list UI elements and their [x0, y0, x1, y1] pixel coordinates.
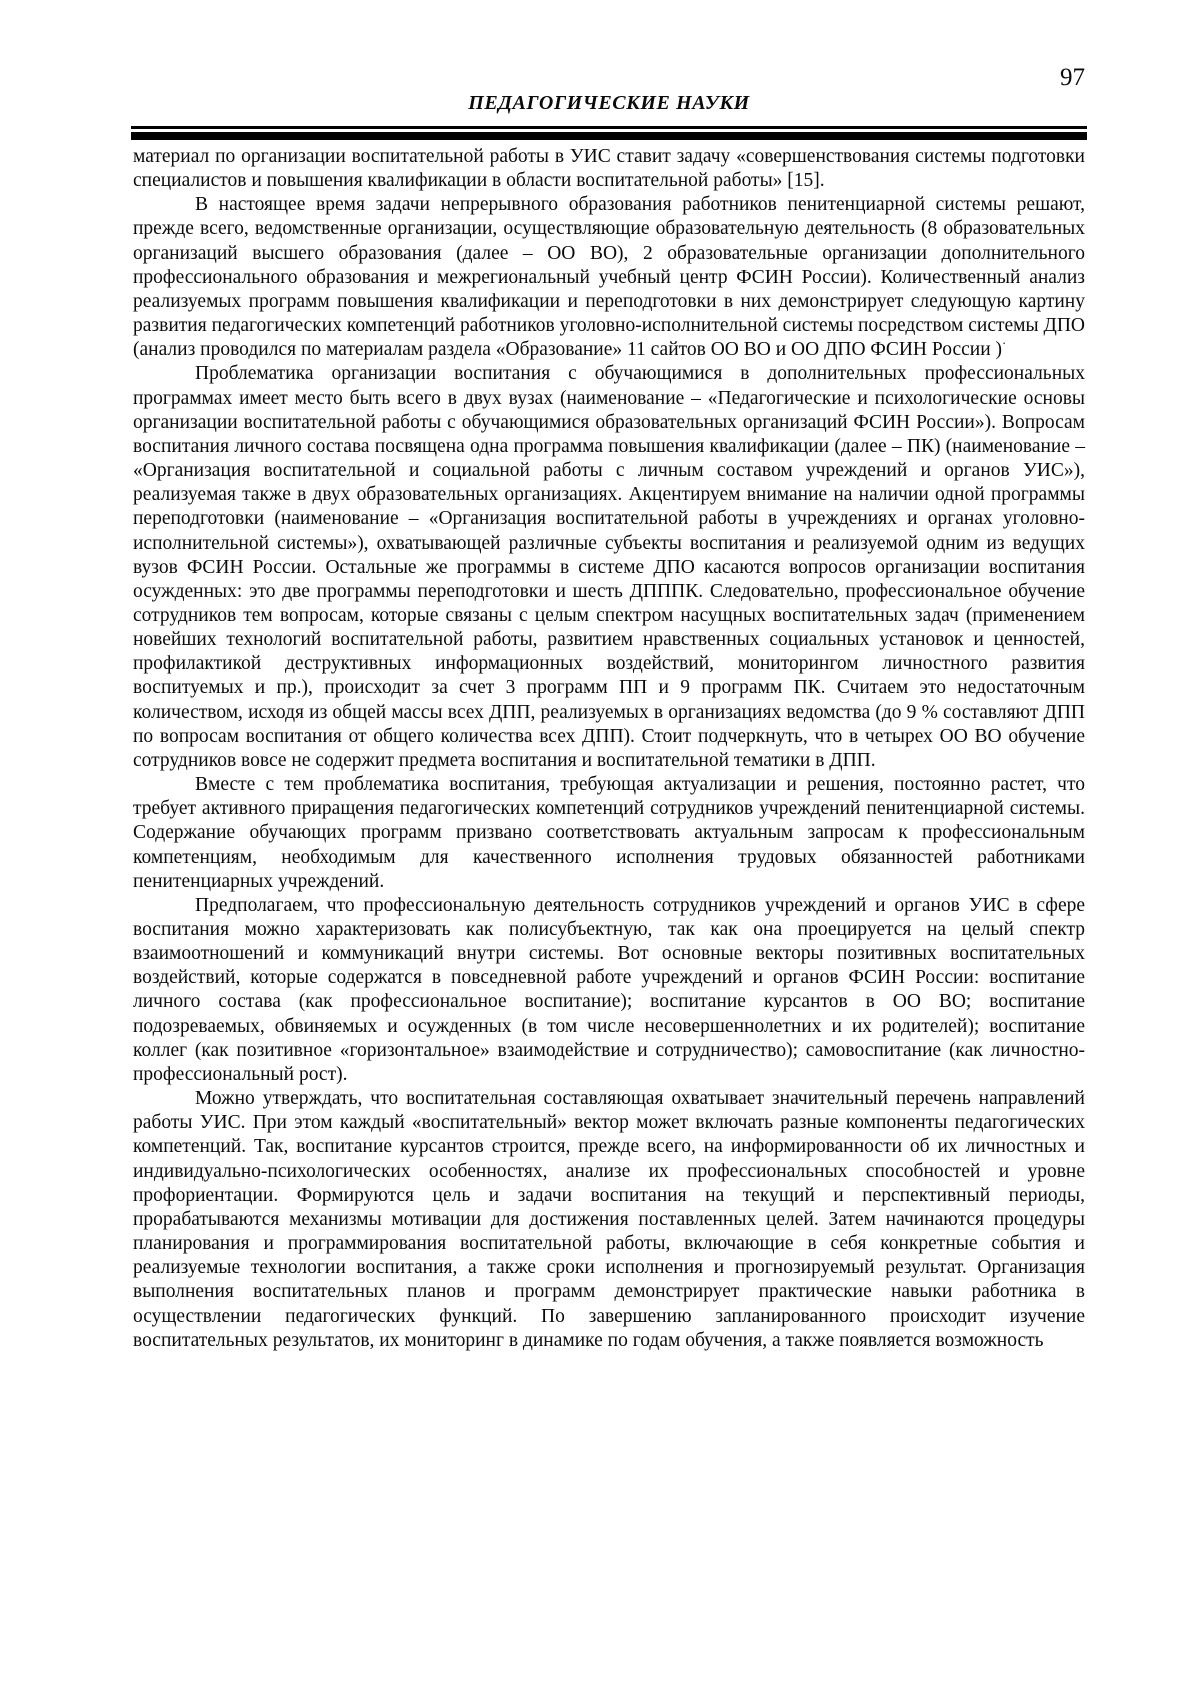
paragraph: Предполагаем, что профессиональную деятельность сотрудников учреждений и органов УИС в сфере воспитания можно характеризовать как полисубъектную, так как она проецируется на целый спектр взаимоотношений и коммуникаций внутри системы. Вот основные векторы позитивных воспитательных воздействий, которые содержатся в повседневной работе учреждений и органов ФСИН России: воспитание личного состава (как профессиональное воспитание); воспитание курсантов в ОО ВО; воспитание подозреваемых, обвиняемых и осужденных (в том числе несовершеннолетних и их родителей); воспитание коллег (как позитивное «горизонтальное» взаимодействие и сотрудничество); самовоспитание (как личностно-профессиональный рост). [133, 894, 1085, 1085]
divider-thin-line [131, 126, 1087, 129]
section-divider [131, 126, 1087, 140]
paragraph-text: В настоящее время задачи непрерывного образования работников пенитенциарной системы решают, прежде всего, ведомственные организации, осуществляющие образовательную деятельность (8 образовательных организаций высшего образования (далее – ОО ВО), 2 образовательные организации дополнительного профессионального образования и межрегиональный учебный центр ФСИН России). Количественный анализ реализуемых программ повышения квалификации и переподготовки в них демонстрирует следующую картину развития педагогических компетенций работников уголовно-исполнительной системы посредством системы ДПО (анализ проводился по материалам раздела «Образование» 11 сайтов ОО ВО и ОО ДПО ФСИН России ) [133, 194, 1085, 361]
paragraph [133, 193, 1085, 362]
page-number: 97 [1060, 64, 1085, 91]
divider-thick-line [131, 132, 1087, 140]
article-body [133, 145, 1085, 1353]
footnote-marker: · [1002, 336, 1007, 351]
running-head-title: ПЕДАГОГИЧЕСКИЕ НАУКИ [468, 92, 750, 114]
paragraph: материал по организации воспитательной работы в УИС ставит задачу «совершенствования системы подготовки специалистов и повышения квалификации в области воспитательной работы» [15]. [133, 146, 1085, 192]
paragraph: Можно утверждать, что воспитательная составляющая охватывает значительный перечень направлений работы УИС. При этом каждый «воспитательный» вектор может включать разные компоненты педагогических компетенций. Так, воспитание курсантов строится, прежде всего, на информированности об их личностных и индивидуально-психологических особенностях, анализе их профессиональных способностей и уровне профориентации. Формируются цель и задачи воспитания на текущий и перспективный периоды, прорабатываются механизмы мотивации для достижения поставленных целей. Затем начинаются процедуры планирования и программирования воспитательной работы, включающие в себя конкретные события и реализуемые технологии воспитания, а также сроки исполнения и прогнозируемый результат. Организация выполнения воспитательных планов и программ демонстрирует практические навыки работника в осуществлении педагогических функций. По завершению запланированного происходит изучение воспитательных результатов, их мониторинг в динамике по годам обучения, а также появляется возможность [133, 1088, 1085, 1351]
paragraph: Проблематика организации воспитания с обучающимися в дополнительных профессиональных программах имеет место быть всего в двух вузах (наименование – «Педагогические и психологические основы организации воспитательной работы с обучающимися образовательных организаций ФСИН России»). Вопросам воспитания личного состава посвящена одна программа повышения квалификации (далее – ПК) (наименование – «Организация воспитательной и социальной работы с личным составом учреждений и органов УИС»), реализуемая также в двух образовательных организациях. Акцентируем внимание на наличии одной программы переподготовки (наименование – «Организация воспитательной работы в учреждениях и органах уголовно-исполнительной системы»), охватывающей различные субъекты воспитания и реализуемой одним из ведущих вузов ФСИН России. Остальные же программы в системе ДПО касаются вопросов организации воспитания осужденных: это две программы переподготовки и шесть ДПППК. Следовательно, профессиональное обучение сотрудников тем вопросам, которые связаны с целым спектром насущных воспитательных задач (применением новейших технологий воспитательной работы, развитием нравственных социальных установок и ценностей, профилактикой деструктивных информационных воздействий, мониторингом личностного развития воспитуемых и пр.), происходит за счет 3 программ ПП и 9 программ ПК. Считаем это недостаточным количеством, исходя из общей массы всех ДПП, реализуемых в организациях ведомства (до 9 % составляют ДПП по вопросам воспитания от общего количества всех ДПП). Стоит подчеркнуть, что в четырех ОО ВО обучение сотрудников вовсе не содержит предмета воспитания и воспитательной тематики в ДПП. [133, 363, 1085, 771]
paragraph: Вместе с тем проблематика воспитания, требующая актуализации и решения, постоянно растет, что требует активного приращения педагогических компетенций сотрудников учреждений пенитенциарной системы. Содержание обучающих программ призвано соответствовать актуальным запросам к профессиональным компетенциям, необходимым для качественного исполнения трудовых обязанностей работниками пенитенциарных учреждений. [133, 774, 1085, 892]
